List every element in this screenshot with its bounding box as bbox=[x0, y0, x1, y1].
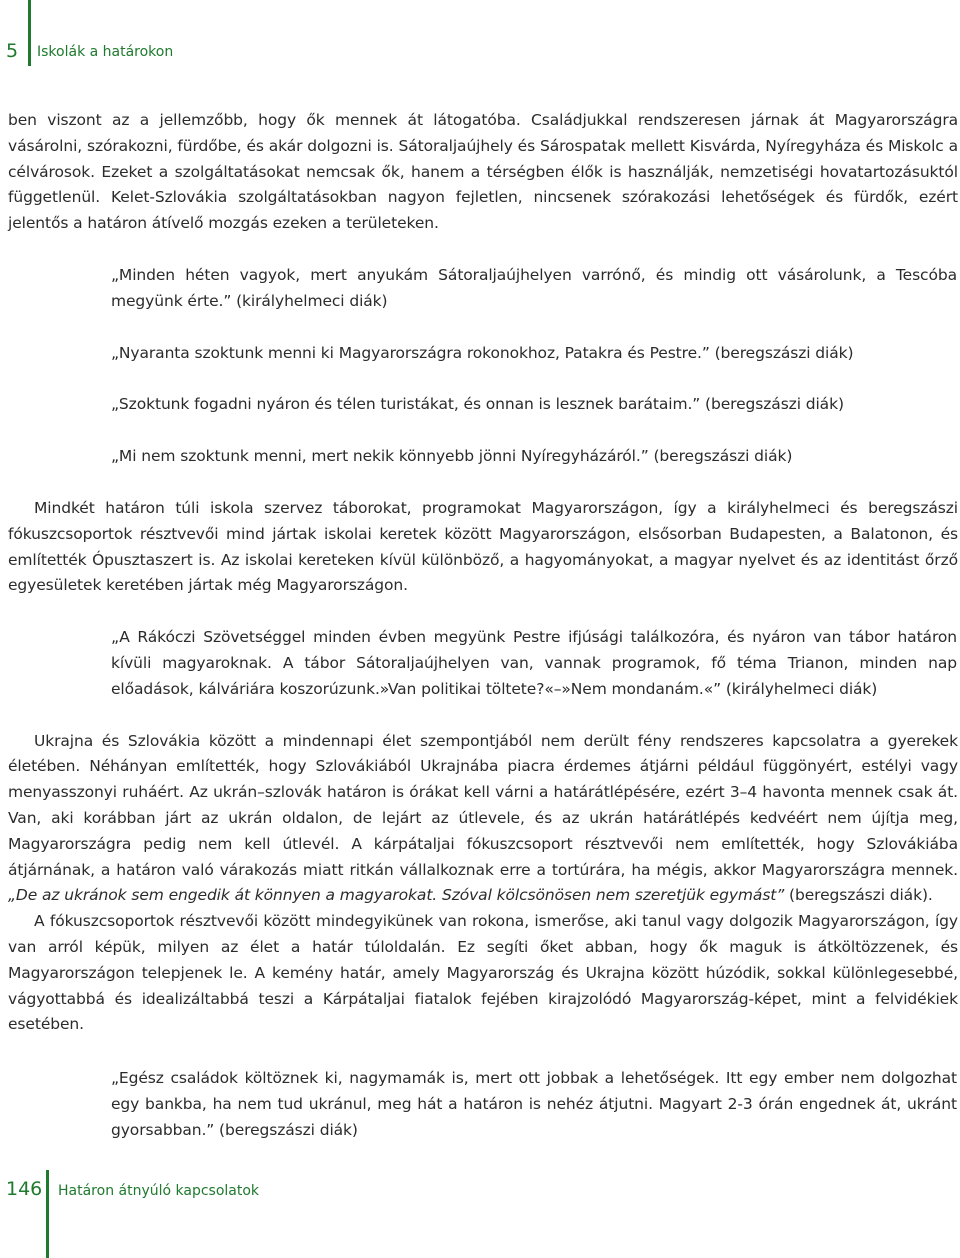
paragraph: Mindkét határon túli iskola szervez táborokat, programokat Magyarországon, így a királyhelmeci és beregszászi fókuszcsoportok résztvevői mind jártak iskolai keretek között Magyarországon, elsősorban Budapesten, a Balatonon, és említették Ópusztaszert is. Az iskolai kereteken kívül különböző, a hagyományokat, a magyar nyelvet és az identitást őrző egyesületek keretében jártak még Magyarországon. bbox=[8, 498, 958, 595]
paragraph-text: (beregszászi diák). bbox=[784, 886, 933, 905]
inline-quote: „De az ukránok sem engedik át könnyen a magyarokat. Szóval kölcsönösen nem szeretjük egymást” bbox=[8, 886, 785, 905]
quote: „Szoktunk fogadni nyáron és télen turistákat, és onnan is lesznek barátaim.” (beregszászi diák) bbox=[111, 395, 844, 414]
paragraph: ben viszont az a jellemzőbb, hogy ők mennek át látogatóba. Családjukkal rendszeresen járnak át Magyarországra vásárolni, szórakozni, fürdőbe, és akár dolgozni is. Sátoraljaújhely és Sárospatak mellett Kisvárda, Nyíregyháza és Miskolc a célvárosok. Ezeket a szolgáltatásokat nemcsak ők, hanem a térségben élők is használják, nemzetiségi hovatartozásuktól függetlenül. Kelet-Szlovákia szolgáltatásokban nagyon fejletlen, nincsenek szórakozási lehetőségek és fürdők, ezért jelentős a határon átívelő mozgás ezeken a területeken. bbox=[8, 111, 958, 233]
paragraph: A fókuszcsoportok résztvevői között mindegyikünek van rokona, ismerőse, aki tanul vagy dolgozik Magyarországon, így van arról képük, milyen az élet a határ túloldalán. Ez segíti őket abban, hogy ők maguk is átköltözzenek, és Magyarországon telepjenek le. A kemény határ, amely Magyarország és Ukrajna között húzódik, sokkal különlegesebbé, vágyottabbá és idealizáltabbá teszi a Kárpátaljai fiatalok fejében kirajzolódó Magyarország-képet, mint a felvidékiek esetében. bbox=[8, 912, 958, 1034]
paragraph bbox=[8, 729, 958, 910]
quote: „Nyaranta szoktunk menni ki Magyarországra rokonokhoz, Patakra és Pestre.” (beregszászi diák) bbox=[111, 343, 854, 362]
footer-title: Határon átnyúló kapcsolatok bbox=[58, 1183, 260, 1199]
header-rule bbox=[28, 0, 31, 66]
paragraph-text: Ukrajna és Szlovákia között a mindennapi élet szempontjából nem derült fény rendszeres kapcsolatra a gyerekek életében. Néhányan említették, hogy Szlovákiából Ukrajnába piacra érdemes átjárni például függönyért, estélyi vagy menyasszonyi ruháért. Az ukrán–szlovák határon is órákat kell várni a határátlépésére, ezért 3–4 havonta mennek csak át. Van, aki korábban járt az ukrán oldalon, de lejárt az útlevele, és az ukrán határátlépés kedvéért nem újítja meg, Magyarországra pedig nem kell útlevél. A kárpátaljai fókuszcsoport résztvevői nem említették, hogy Szlovákiába átjárnának, a határon való várakozás miatt ritkán vállalkoznak erre a tortúrára, ha mégis, akkor Magyarországra mennek. bbox=[8, 731, 958, 879]
chapter-number: 5 bbox=[6, 40, 19, 62]
quote: „Minden héten vagyok, mert anyukám Sátoraljaújhelyen varrónő, és mindig ott vásárolunk, a Tescóba megyünk érte.” (királyhelmeci diák) bbox=[111, 265, 957, 310]
footer-rule bbox=[46, 1170, 49, 1258]
page-number: 146 bbox=[6, 1178, 43, 1200]
quote: „Egész családok költöznek ki, nagymamák is, mert ott jobbak a lehetőségek. Itt egy ember nem dolgozhat egy bankba, ha nem tud ukránul, meg hát a határon is nehéz átjutni. Magyart 2-3 órán engednek át, ukránt gyorsabban.” (beregszászi diák) bbox=[111, 1069, 957, 1139]
quote: „A Rákóczi Szövetséggel minden évben megyünk Pestre ifjúsági találkozóra, és nyáron van tábor határon kívüli magyaroknak. A tábor Sátoraljaújhelyen van, vannak programok, fő téma Trianon, minden nap előadások, kálváriára koszorúzunk.»Van politikai töltete?«–»Nem mondanám.«” (királyhelmeci diák) bbox=[111, 628, 957, 698]
quote: „Mi nem szoktunk menni, mert nekik könnyebb jönni Nyíregyházáról.” (beregszászi diák) bbox=[111, 447, 793, 466]
page-body bbox=[8, 108, 958, 1144]
chapter-title: Iskolák a határokon bbox=[37, 44, 174, 60]
